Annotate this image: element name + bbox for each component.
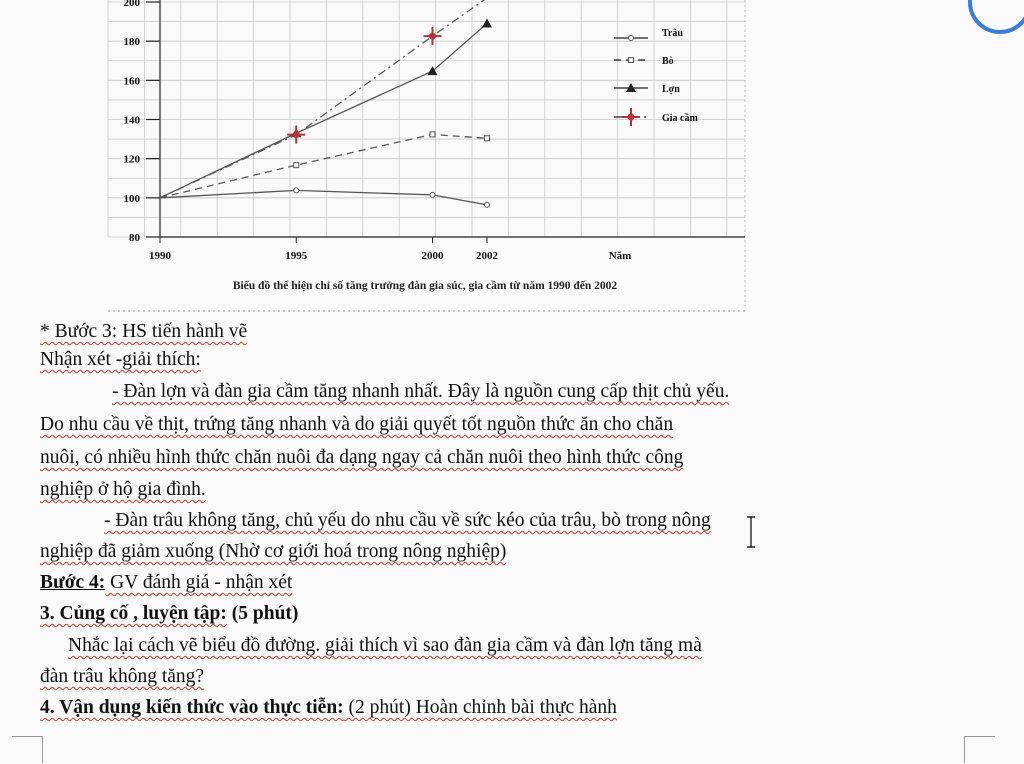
page-corner-left (12, 736, 43, 763)
chart-axes (124, 0, 746, 262)
marker-star (622, 108, 640, 126)
marker-circle (294, 188, 299, 193)
paragraph-2-line-2: nghiệp đã giảm xuống (Nhờ cơ giới hoá trong nông nghiệp) (40, 541, 507, 562)
legend-label: Lợn (662, 84, 680, 95)
x-axis-label: Năm (608, 250, 632, 262)
series-line (160, 0, 487, 198)
marker-circle (430, 192, 435, 197)
y-tick-label: 160 (123, 75, 140, 88)
legend-label: Trâu (662, 28, 683, 39)
section3-label: 3. Củng cố , luyện tập: (40, 603, 227, 624)
legend-item (614, 83, 680, 95)
chart-legend (614, 28, 698, 126)
section3-heading (40, 598, 298, 629)
paragraph-1-line-4: nghiệp ở hộ gia đình. (40, 479, 206, 500)
step4-line (40, 567, 292, 598)
section4-line (40, 692, 617, 723)
series-line (160, 24, 487, 198)
x-tick-label: 2002 (476, 250, 498, 262)
legend-item (614, 28, 683, 41)
series-Bò (160, 132, 490, 198)
paragraph-1-line-2: Do nhu cầu về thịt, trứng tăng nhanh và do giải quyết tốt nguồn thức ăn cho chăn (40, 414, 674, 435)
paragraph-2-line-1: - Đàn trâu không tăng, chủ yếu do nhu cầu về sức kéo của trâu, bò trong nông (104, 510, 711, 531)
y-tick-label: 200 (123, 0, 140, 9)
section3-line-2: đàn trâu không tăng? (40, 666, 205, 687)
section4-text: (2 phút) Hoàn chỉnh bài thực hành (343, 697, 617, 718)
step4-text: GV đánh giá - nhận xét (105, 572, 293, 593)
section3-line-1: Nhắc lại cách vẽ biểu đồ đường. giải thích vì sao đàn gia cầm và đàn lợn tăng mà (68, 635, 702, 656)
marker-square (430, 132, 435, 137)
legend-label: Bò (662, 56, 674, 67)
paragraph-1-line-1: - Đàn lợn và đàn gia cầm tăng nhanh nhất. Đây là nguồn cung cấp thịt chủ yếu. (112, 381, 730, 402)
x-tick-label: 1990 (149, 250, 171, 262)
marker-star (424, 27, 442, 45)
text-cursor-icon (746, 516, 756, 548)
y-tick-label: 140 (123, 114, 140, 127)
chart-caption: Biểu đồ thể hiện chỉ số tăng trưởng đàn gia súc, gia cầm từ năm 1990 đến 2002 (232, 280, 618, 292)
marker-square (294, 163, 299, 168)
section4-label: 4. Vận dụng kiến thức vào thực tiễn: (40, 697, 344, 718)
y-tick-label: 100 (123, 192, 140, 205)
y-tick-label: 80 (129, 232, 140, 244)
marker-square (485, 136, 490, 141)
marker-square (629, 58, 634, 63)
step3-line (40, 316, 247, 347)
step3-text: * Bước 3: HS tiến hành vẽ (40, 321, 248, 342)
chart-grid (108, 0, 745, 311)
legend-label: Gia cầm (662, 113, 698, 124)
line-chart (0, 0, 1024, 316)
page-corner-right (964, 736, 995, 763)
legend-item (614, 108, 698, 126)
y-tick-label: 120 (123, 153, 140, 166)
y-tick-label: 180 (123, 36, 140, 49)
x-tick-label: 1995 (285, 250, 308, 262)
step4-label: Bước 4: (40, 572, 106, 593)
marker-star-core (293, 131, 300, 138)
marker-star-core (628, 114, 635, 121)
marker-circle (629, 36, 634, 41)
paragraph-1-line-3: nuôi, có nhiều hình thức chăn nuôi đa dạng ngay cả chăn nuôi theo hình thức công (40, 447, 684, 468)
marker-triangle (482, 19, 492, 28)
section3-time: (5 phút) (226, 603, 299, 624)
comment-heading: Nhận xét -giải thích: (40, 349, 201, 370)
marker-circle (485, 202, 490, 207)
series-line (160, 134, 487, 197)
x-tick-label: 2000 (421, 250, 444, 262)
series-Gia cầm (160, 0, 487, 198)
legend-item (614, 56, 674, 67)
marker-star-core (429, 33, 436, 40)
